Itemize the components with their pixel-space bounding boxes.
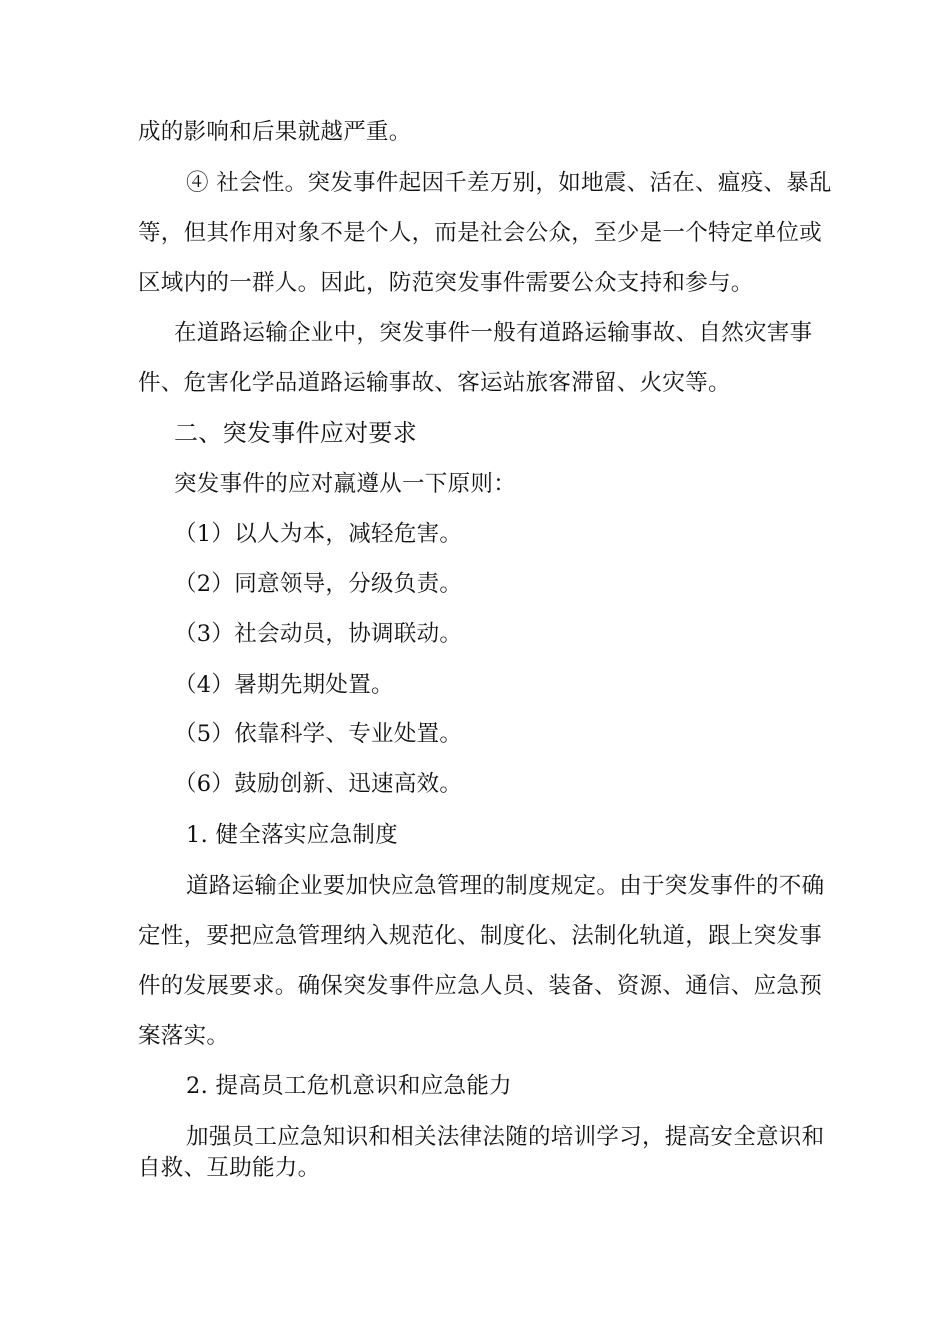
principle-item: （6）鼓励创新、迅速高效。 <box>174 771 463 797</box>
paragraph-line: 等，但其作用对象不是个人，而是社会公众，至少是一个特定单位或 <box>138 220 823 246</box>
paragraph-line: 成的影响和后果就越严重。 <box>138 119 412 145</box>
intro-line: 突发事件的应对羸遵从一下原则： <box>174 471 517 497</box>
paragraph-line: 案落实。 <box>138 1023 230 1049</box>
principle-item: （1）以人为本，减轻危害。 <box>174 521 463 547</box>
section-heading: 二、突发事件应对要求 <box>174 419 417 447</box>
paragraph-line: 自救、互助能力。 <box>138 1155 321 1181</box>
subsection-title: 1. 健全落实应急制度 <box>186 822 398 848</box>
principle-item: （2）同意领导，分级负责。 <box>174 571 463 597</box>
paragraph-line: 件的发展要求。确保突发事件应急人员、装备、资源、通信、应急预 <box>138 973 823 999</box>
paragraph-line: 件、危害化学品道路运输事故、客运站旅客滞留、火灾等。 <box>138 370 731 396</box>
paragraph-line: 在道路运输企业中，突发事件一般有道路运输事故、自然灾害事 <box>174 320 813 346</box>
paragraph-line: 定性，要把应急管理纳入规范化、制度化、法制化轨道，跟上突发事 <box>138 923 823 949</box>
paragraph-line: ④ 社会性。突发事件起因千差万别，如地震、活在、瘟疫、暴乱 <box>186 170 832 196</box>
paragraph-line: 区域内的一群人。因此，防范突发事件需要公众支持和参与。 <box>138 270 754 296</box>
principle-item: （4）暑期先期处置。 <box>174 672 394 698</box>
paragraph-line: 加强员工应急知识和相关法律法随的培训学习，提高安全意识和 <box>186 1124 825 1150</box>
paragraph-line: 道路运输企业要加快应急管理的制度规定。由于突发事件的不确 <box>186 873 825 899</box>
principle-item: （5）依靠科学、专业处置。 <box>174 721 463 747</box>
subsection-title: 2. 提高员工危机意识和应急能力 <box>186 1073 512 1099</box>
principle-item: （3）社会动员，协调联动。 <box>174 621 463 647</box>
